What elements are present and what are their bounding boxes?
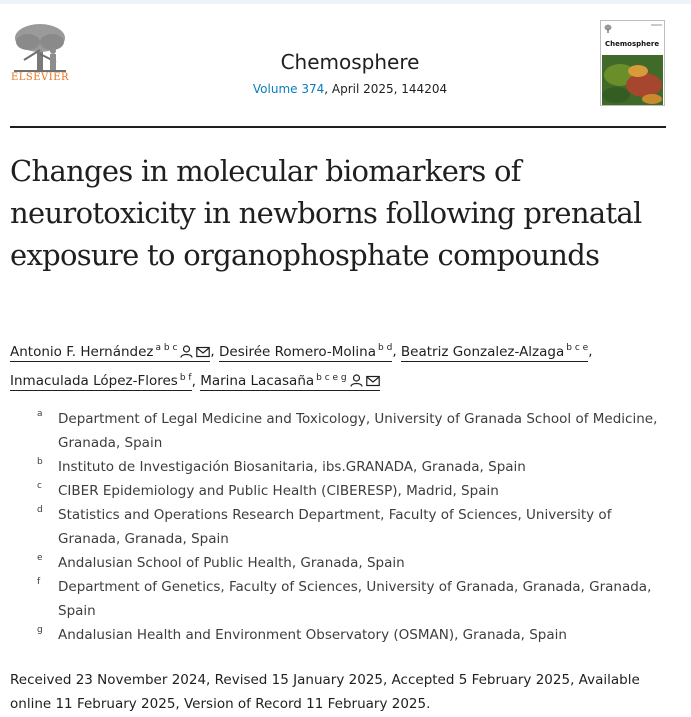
journal-issue-info [200,82,500,96]
author-link[interactable] [219,344,392,362]
affiliation-item [37,623,667,647]
affiliation-item [37,551,667,575]
author-affiliation-labels: b c e g [316,372,347,383]
author-name: Inmaculada López-Flores [10,373,178,389]
affiliation-label: a [37,409,43,419]
author-affiliation-labels: b c e [566,343,589,353]
cover-logo-icon [604,24,612,34]
affiliation-text: Andalusian School of Public Health, Granada, Spain [58,555,405,571]
affiliation-text: Department of Genetics, Faculty of Sciences, University of Granada, Granada, Granada, Spain [58,579,652,619]
cover-bar [651,24,662,26]
affiliation-list [37,407,667,647]
person-icon[interactable] [180,342,193,366]
author-name: Antonio F. Hernández [10,343,154,360]
author-affiliation-labels: b d [378,343,393,353]
author-link[interactable] [200,373,379,391]
affiliation-label: g [37,625,43,635]
affiliation-text: Statistics and Operations Research Department, Faculty of Sciences, University of Granada, Granada, Spain [58,507,612,547]
author-affiliation-labels: b f [179,372,192,383]
publisher-name: ELSEVIER [10,72,70,83]
affiliation-label: b [37,457,43,467]
affiliation-item [37,479,667,503]
affiliation-item [37,407,667,455]
volume-link[interactable]: Volume 374 [252,82,325,96]
affiliation-label: d [37,505,43,515]
affiliation-item [37,455,667,479]
affiliation-item [37,503,667,551]
author-affiliation-labels: a b c [155,343,178,353]
article-history: Received 23 November 2024, Revised 15 January 2025, Accepted 5 February 2025, Available online 11 February 2025, Version of Record 11 February 2025. [10,672,640,712]
affiliation-text: Andalusian Health and Environment Observatory (OSMAN), Granada, Spain [58,627,567,643]
issue-details: , April 2025, 144204 [324,82,448,96]
author-list [10,336,670,395]
affiliation-label: c [37,481,42,491]
author-link[interactable] [10,373,192,391]
author-link[interactable] [401,344,588,362]
envelope-icon[interactable] [366,371,380,395]
top-bar [0,0,691,4]
affiliation-text: Department of Legal Medicine and Toxicology, University of Granada School of Medicine, Granada, Spain [58,411,658,451]
author-separator: , [210,343,219,360]
journal-cover[interactable] [600,20,665,106]
affiliation-label: e [37,553,43,563]
author-separator: , [191,373,201,389]
author-separator: , [392,343,401,360]
article-title: Changes in molecular biomarkers of neurotoxicity in newborns following prenatal exposure to organophosphate compounds [10,154,642,272]
person-icon[interactable] [350,371,363,395]
affiliation-text: Instituto de Investigación Biosanitaria, ibs.GRANADA, Granada, Spain [58,459,526,475]
journal-title[interactable]: Chemosphere [280,50,420,74]
cover-image [602,55,663,105]
author-name: Desirée Romero-Molina [219,343,377,360]
cover-journal-title: Chemosphere [605,40,660,48]
affiliation-label: f [37,577,41,587]
author-link[interactable] [10,344,210,362]
author-name: Beatriz Gonzalez-Alzaga [400,343,565,360]
envelope-icon[interactable] [196,342,210,366]
affiliation-text: CIBER Epidemiology and Public Health (CIBERESP), Madrid, Spain [58,483,499,499]
header-divider [10,126,666,128]
affiliation-item [37,575,667,623]
author-separator: , [588,343,593,360]
author-name: Marina Lacasaña [200,373,315,389]
